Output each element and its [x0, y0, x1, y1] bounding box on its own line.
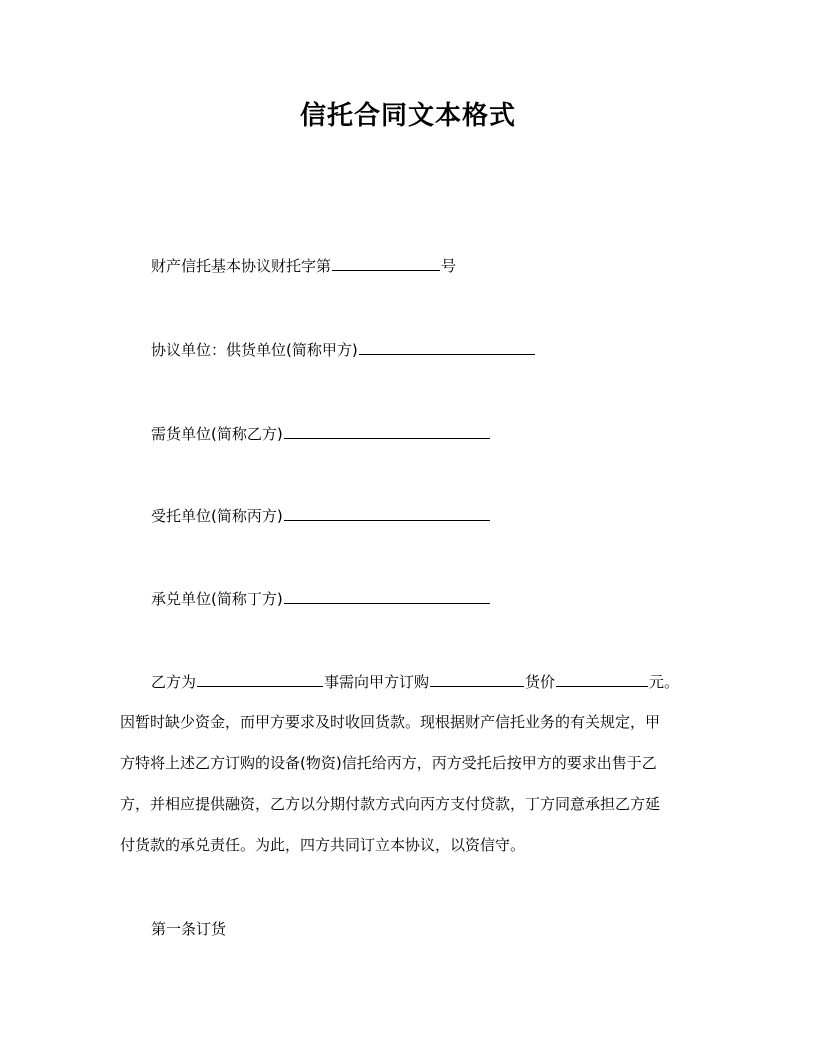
preamble-line-4: 方，并相应提供融资，乙方以分期付款方式向丙方支付贷款，丁方同意承担乙方延	[120, 795, 661, 813]
party-b-blank[interactable]	[284, 422, 490, 439]
party-c-line	[151, 504, 491, 527]
preamble-line-5: 付货款的承兑责任。为此，四方共同订立本协议，以资信守。	[120, 836, 526, 854]
party-b-label: 需货单位(简称乙方)	[151, 425, 283, 443]
preamble-line-2: 因暂时缺少资金，而甲方要求及时收回货款。现根据财产信托业务的有关规定，甲	[120, 713, 661, 731]
agreement-number-line	[151, 254, 456, 277]
preamble-part-4: 元。	[649, 673, 680, 691]
party-c-label: 受托单位(简称丙方)	[151, 507, 283, 525]
preamble-line-1	[151, 670, 679, 693]
party-d-label: 承兑单位(简称丁方)	[151, 590, 283, 608]
article-1-heading: 第一条订货	[151, 920, 227, 938]
agreement-number-suffix: 号	[441, 257, 457, 275]
goods-blank[interactable]	[430, 670, 524, 687]
party-a-label: 供货单位(简称甲方)	[226, 341, 358, 359]
preamble-line-3: 方特将上述乙方订购的设备(物资)信托给丙方，丙方受托后按甲方的要求出售于乙	[120, 754, 657, 772]
preamble-part-3: 货价	[525, 673, 556, 691]
preamble-part-1: 乙方为	[151, 673, 197, 691]
agreement-number-blank[interactable]	[332, 254, 440, 271]
project-blank[interactable]	[197, 670, 323, 687]
party-b-line	[151, 422, 491, 445]
agreement-number-prefix: 财产信托基本协议财托字第	[151, 257, 332, 275]
party-a-line	[151, 338, 536, 361]
preamble-part-2: 事需向甲方订购	[324, 673, 430, 691]
party-d-line	[151, 587, 491, 610]
party-d-blank[interactable]	[284, 587, 490, 604]
party-a-blank[interactable]	[359, 338, 535, 355]
document-title: 信托合同文本格式	[299, 101, 516, 131]
party-c-blank[interactable]	[284, 504, 490, 521]
price-blank[interactable]	[556, 670, 648, 687]
parties-header-label: 协议单位：	[151, 341, 227, 359]
